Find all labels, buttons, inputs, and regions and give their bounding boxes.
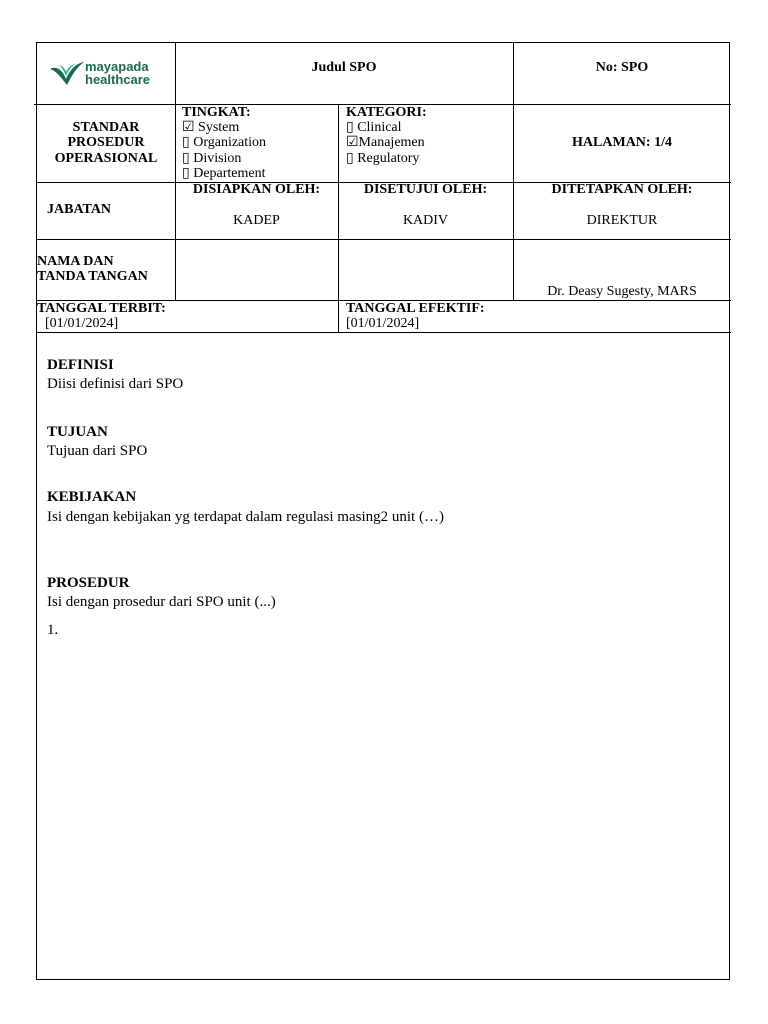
- col-divider: [175, 43, 176, 300]
- spo-document: [36, 42, 730, 980]
- tanggal-terbit-value: [01/01/2024]: [45, 316, 119, 331]
- tingkat-option-organization: ▯ Organization: [182, 135, 267, 150]
- disiapkan-value: KADEP: [233, 213, 280, 228]
- tingkat-option-departement: ▯ Departement: [182, 166, 266, 181]
- row-divider: [37, 332, 731, 333]
- standar-line-1: STANDAR: [72, 120, 140, 135]
- prosedur-heading: PROSEDUR: [47, 575, 130, 591]
- bird-logo-icon: [49, 57, 85, 89]
- kategori-option-regulatory: ▯ Regulatory: [346, 151, 420, 166]
- tanggal-efektif-label: TANGGAL EFEKTIF:: [346, 301, 485, 316]
- tanggal-efektif-value: [01/01/2024]: [346, 316, 420, 331]
- disetujui-label: DISETUJUI OLEH:: [363, 182, 488, 197]
- judul-spo: Judul SPO: [311, 60, 377, 75]
- disiapkan-label: DISIAPKAN OLEH:: [192, 182, 321, 197]
- tujuan-heading: TUJUAN: [47, 424, 108, 440]
- halaman-label: HALAMAN: 1/4: [572, 135, 672, 150]
- standar-line-2: PROSEDUR: [67, 135, 145, 150]
- jabatan-label: JABATAN: [47, 202, 112, 217]
- ditetapkan-value: DIREKTUR: [586, 213, 658, 228]
- standar-line-3: OPERASIONAL: [54, 151, 158, 166]
- kategori-option-clinical: ▯ Clinical: [346, 120, 402, 135]
- logo-word-mayapada: mayapada: [85, 59, 149, 74]
- definisi-heading: DEFINISI: [47, 357, 114, 373]
- tanggal-terbit-label: TANGGAL TERBIT:: [37, 301, 166, 316]
- ditetapkan-label: DITETAPKAN OLEH:: [551, 182, 693, 197]
- kategori-label: KATEGORI:: [346, 105, 427, 120]
- row-divider: [37, 239, 731, 240]
- mayapada-logo: [49, 57, 169, 89]
- logo-word-healthcare: healthcare: [85, 72, 151, 87]
- tingkat-option-division: ▯ Division: [182, 151, 242, 166]
- signer-name: Dr. Deasy Sugesty, MARS: [547, 284, 697, 299]
- tingkat-option-system: ☑ System: [182, 120, 240, 135]
- nama-label-line-1: NAMA DAN: [37, 254, 114, 269]
- kebijakan-text: Isi dengan kebijakan yg terdapat dalam regulasi masing2 unit (…): [47, 509, 444, 525]
- kategori-option-manajemen: ☑Manajemen: [346, 135, 425, 150]
- kebijakan-heading: KEBIJAKAN: [47, 489, 137, 505]
- prosedur-step-1: 1.: [47, 622, 59, 638]
- tujuan-text: Tujuan dari SPO: [47, 443, 148, 459]
- disetujui-value: KADIV: [402, 213, 449, 228]
- definisi-text: Diisi definisi dari SPO: [47, 376, 184, 392]
- prosedur-text: Isi dengan prosedur dari SPO unit (...): [47, 594, 276, 610]
- nomor-spo: No: SPO: [595, 60, 649, 75]
- col-divider: [513, 43, 514, 300]
- nama-label-line-2: TANDA TANGAN: [37, 269, 148, 284]
- tingkat-label: TINGKAT:: [182, 105, 251, 120]
